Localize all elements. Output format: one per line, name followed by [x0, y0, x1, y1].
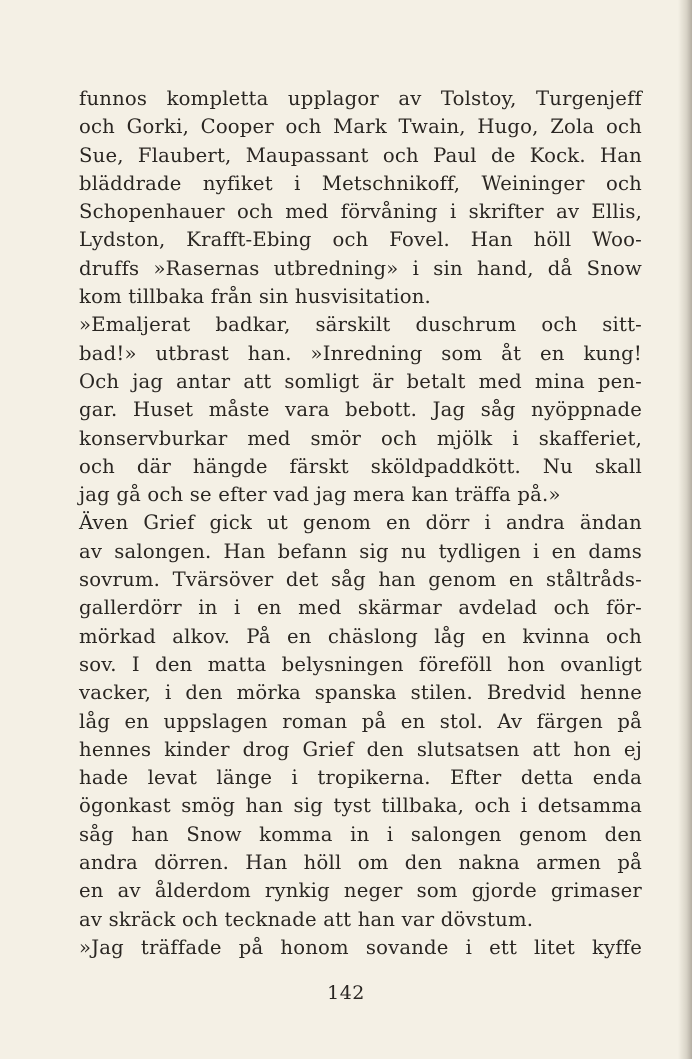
body-text: [79, 85, 642, 962]
text-line: såg han Snow komma in i salongen genom den: [79, 822, 642, 846]
text-line: »Jag träffade på honom sovande i ett litet kyffe: [79, 935, 642, 959]
text-line: gallerdörr in i en med skärmar avdelad och för-: [79, 596, 642, 620]
text-line: mörkad alkov. På en chäslong låg en kvinna och: [79, 624, 642, 648]
text-line: andra dörren. Han höll om den nakna armen på: [79, 851, 642, 875]
text-line: »Emaljerat badkar, särskilt duschrum och sitt-: [79, 313, 642, 337]
text-line: sovrum. Tvärsöver det såg han genom en ståltråds-: [79, 568, 642, 592]
text-line: av skräck och tecknade att han var dövstum.: [79, 907, 534, 931]
text-line: av salongen. Han befann sig nu tydligen i en dams: [79, 539, 642, 563]
text-line: Lydston, Krafft-Ebing och Fovel. Han höll Woo-: [79, 228, 642, 252]
text-line: Schopenhauer och med förvåning i skrifter av Ellis,: [79, 200, 642, 224]
page-edge-shadow: [678, 0, 692, 1059]
text-line: ögonkast smög han sig tyst tillbaka, och i detsamma: [79, 794, 642, 818]
text-line: och där hängde färskt sköldpaddkött. Nu skall: [79, 454, 642, 478]
text-line: vacker, i den mörka spanska stilen. Bredvid henne: [79, 681, 642, 705]
text-line: jag gå och se efter vad jag mera kan träffa på.»: [79, 483, 561, 507]
text-line: hade levat länge i tropikerna. Efter detta enda: [79, 766, 642, 790]
text-line: konservburkar med smör och mjölk i skafferiet,: [79, 426, 642, 450]
text-line: Sue, Flaubert, Maupassant och Paul de Kock. Han: [79, 143, 642, 167]
text-line: låg en uppslagen roman på en stol. Av färgen på: [79, 709, 642, 733]
text-line: druffs »Rasernas utbredning» i sin hand, då Snow: [79, 256, 642, 280]
text-line: Och jag antar att somligt är betalt med mina pen-: [79, 369, 642, 393]
text-line: och Gorki, Cooper och Mark Twain, Hugo, Zola och: [79, 115, 642, 139]
page-number: 142: [327, 982, 365, 1004]
text-line: gar. Huset måste vara bebott. Jag såg nyöppnade: [79, 398, 642, 422]
text-line: bad!» utbrast han. »Inredning som åt en kung!: [79, 341, 642, 365]
text-line: sov. I den matta belysningen föreföll hon ovanligt: [79, 652, 642, 676]
text-line: kom tillbaka från sin husvisitation.: [79, 285, 431, 309]
text-line: funnos kompletta upplagor av Tolstoy, Turgenjeff: [79, 87, 642, 110]
text-line: bläddrade nyfiket i Metschnikoff, Weininger och: [79, 171, 642, 195]
text-line: en av ålderdom rynkig neger som gjorde grimaser: [79, 879, 642, 903]
text-line: hennes kinder drog Grief den slutsatsen att hon ej: [79, 737, 642, 761]
text-line: Även Grief gick ut genom en dörr i andra ändan: [79, 511, 642, 535]
